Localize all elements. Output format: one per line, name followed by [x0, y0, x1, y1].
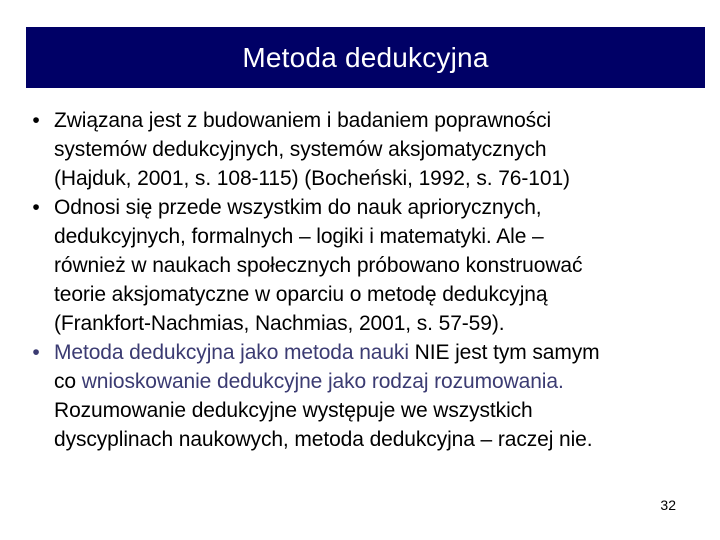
bullet-line: [54, 309, 698, 338]
bullet-line: [54, 251, 698, 280]
text-run: teorie aksjomatyczne w oparciu o metodę dedukcyjną: [54, 283, 548, 306]
text-run: dedukcyjnych, formalnych – logiki i matematyki. Ale –: [54, 225, 544, 248]
text-run: (Hajduk, 2001, s. 108-115) (Bocheński, 1992, s. 76-101): [54, 167, 570, 190]
bullet-line: [54, 106, 698, 135]
text-run: Metoda dedukcyjna jako metoda nauki: [54, 341, 415, 364]
text-run: NIE jest tym samym: [414, 341, 600, 364]
bullet-line: [54, 222, 698, 251]
bullet-marker-icon: •: [32, 341, 40, 364]
text-run: Odnosi się przede wszystkim do nauk apriorycznych,: [54, 196, 542, 219]
bullet-item: [22, 106, 698, 193]
text-run: (Frankfort-Nachmias, Nachmias, 2001, s. 57-59).: [54, 312, 505, 335]
bullet-line: [54, 367, 698, 396]
text-run: wnioskowanie dedukcyjne jako rodzaj rozumowania.: [81, 370, 564, 393]
slide-body: [22, 106, 698, 454]
bullet-line: [54, 425, 698, 454]
bullet-item: [22, 193, 698, 338]
text-run: Związana jest z budowaniem i badaniem poprawności: [54, 109, 552, 132]
text-run: dyscyplinach naukowych, metoda dedukcyjna – raczej nie.: [54, 428, 593, 451]
bullet-line: [54, 193, 698, 222]
text-run: systemów dedukcyjnych, systemów aksjomatycznych: [54, 138, 547, 161]
text-run: Rozumowanie dedukcyjne występuje we wszystkich: [54, 399, 533, 422]
bullet-line: [54, 135, 698, 164]
bullet-line: [54, 396, 698, 425]
page-number: 32: [660, 497, 676, 513]
text-run: również w naukach społecznych próbowano konstruować: [54, 254, 583, 277]
bullet-line: [54, 280, 698, 309]
title-banner: [26, 27, 705, 88]
bullet-text: [54, 338, 698, 454]
bullet-marker-icon: •: [32, 196, 40, 219]
bullet-marker-icon: •: [32, 109, 40, 132]
bullet-item: [22, 338, 698, 454]
bullet-line: [54, 338, 698, 367]
bullet-line: [54, 164, 698, 193]
bullet-text: [54, 106, 698, 193]
text-run: co: [54, 370, 82, 393]
bullet-text: [54, 193, 698, 338]
page-title: Metoda dedukcyjna: [242, 41, 489, 73]
